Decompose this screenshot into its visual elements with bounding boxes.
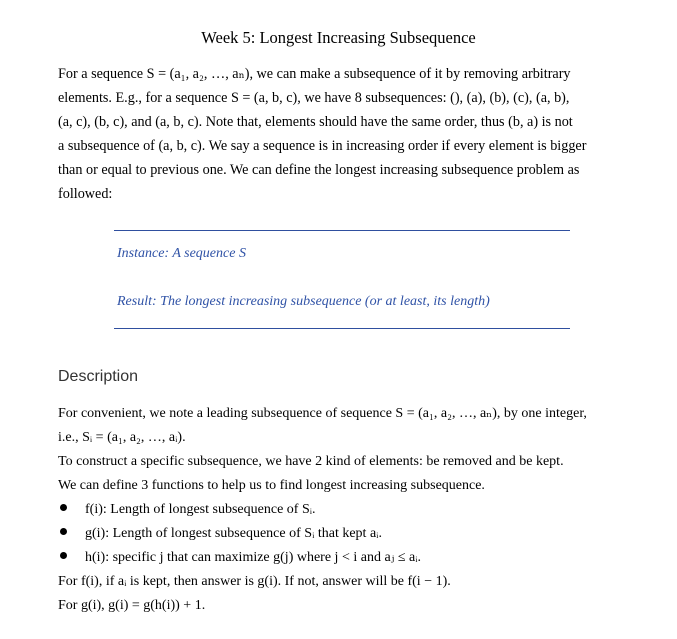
description-heading: Description [58,368,139,385]
intro-line: For a sequence S = (a₁, a₂, …, aₙ), we can make a subsequence of it by removing arbitrary [58,66,571,82]
description-line: For f(i), if aᵢ is kept, then answer is g(i). If not, answer will be f(i − 1). [58,574,451,589]
bullet-icon [60,504,67,511]
bullet-item-g [58,522,638,546]
bullet-text: g(i): Length of longest subsequence of Sᵢ that kept aᵢ. [85,526,382,541]
problem-box-bottom-rule [114,328,570,329]
bullet-icon [60,552,67,559]
description-line: To construct a specific subsequence, we have 2 kind of elements: be removed and be kept. [58,454,564,469]
bullet-item-h [58,546,638,570]
description-line: For convenient, we note a leading subsequence of sequence S = (a₁, a₂, …, aₙ), by one integer, [58,406,587,421]
description-line: For g(i), g(i) = g(h(i)) + 1. [58,598,206,613]
bullet-text: h(i): specific j that can maximize g(j) where j < i and aⱼ ≤ aᵢ. [85,550,422,565]
intro-line: (a, c), (b, c), and (a, b, c). Note that, elements should have the same order, thus (b, a) is not [58,114,573,130]
problem-result: Result: The longest increasing subsequence (or at least, its length) [117,294,490,309]
bullet-item-f [58,498,638,522]
description-body [58,402,638,618]
intro-line: elements. E.g., for a sequence S = (a, b, c), we have 8 subsequences: (), (a), (b), (c), (a, b), [58,90,570,106]
problem-box-top-rule [114,230,570,231]
intro-line: a subsequence of (a, b, c). We say a sequence is in increasing order if every element is bigger [58,138,587,154]
description-line: i.e., Sᵢ = (a₁, a₂, …, aᵢ). [58,430,186,445]
description-line: We can define 3 functions to help us to find longest increasing subsequence. [58,478,485,493]
intro-paragraph [58,62,638,206]
page-title: Week 5: Longest Increasing Subsequence [201,28,476,47]
intro-line: followed: [58,186,113,202]
bullet-text: f(i): Length of longest subsequence of Sᵢ. [85,502,316,517]
problem-instance: Instance: A sequence S [117,246,246,261]
intro-line: than or equal to previous one. We can define the longest increasing subsequence problem as [58,162,580,178]
bullet-icon [60,528,67,535]
